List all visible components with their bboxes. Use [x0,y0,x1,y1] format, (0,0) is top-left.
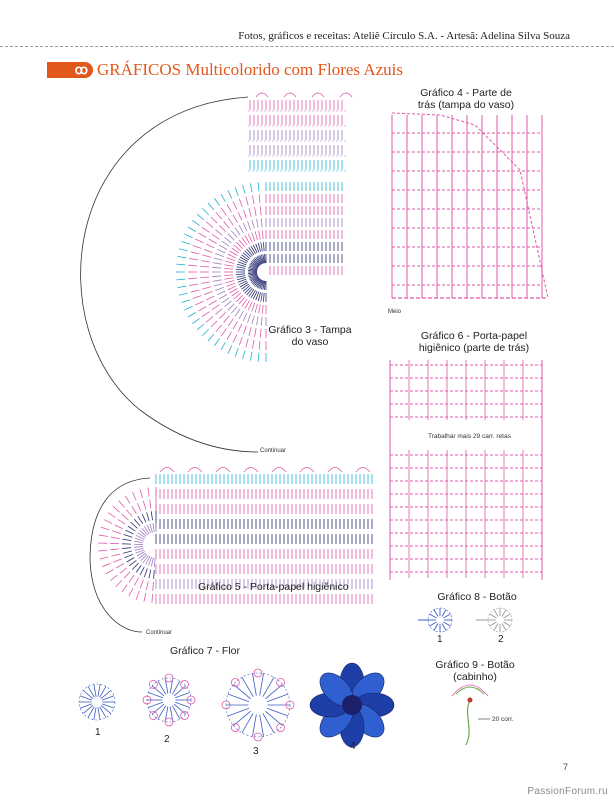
chart-6-note: Trabalhar mais 29 carr. retas [428,433,511,440]
chart-5-continue: Continuar [146,630,173,636]
page-number: 7 [562,762,568,772]
watermark: PassionForum.ru [527,786,608,797]
chart-4-label-line1: Gráfico 4 - Parte de [420,87,512,99]
chart-3-label-line2: do vaso [291,336,329,348]
chart-4-meio: Meio [388,309,402,315]
section-icon-glyph: ꝏ [74,62,88,77]
chart-8-step-1: 1 [437,634,443,645]
chart-8-step-2: 2 [498,634,504,645]
chart-9-note: 20 corr. [492,716,514,723]
chart-6-label-line2: higiênico (parte de trás) [418,342,530,354]
chart-7-step-4: 4 [350,741,356,752]
flower-illustration [310,663,394,747]
chart-7-step-2: 2 [164,734,170,745]
header-credits: Fotos, gráficos e receitas: Ateliê Círculo S.A. - Artesã: Adelina Silva Souza [238,30,570,42]
chart-7-step-3: 3 [253,746,259,757]
chart-7-label: Gráfico 7 - Flor [170,645,241,657]
chart-6-label-line1: Gráfico 6 - Porta-papel [420,330,528,342]
chart-8-label: Gráfico 8 - Botão [437,591,517,603]
chart-3-continue: Continuar [260,448,287,454]
chart-7-step-1: 1 [95,727,101,738]
section-title-text: GRÁFICOS Multicolorido com Flores Azuis [97,60,404,79]
chart-9-label-line1: Gráfico 9 - Botão [435,659,515,671]
chart-5-label: Gráfico 5 - Porta-papel higiênico [198,581,349,593]
chart-3-label-line1: Gráfico 3 - Tampa [268,324,352,336]
chart-4-label-line2: trás (tampa do vaso) [417,99,515,111]
chart-9-label-line2: (cabinho) [453,671,497,683]
